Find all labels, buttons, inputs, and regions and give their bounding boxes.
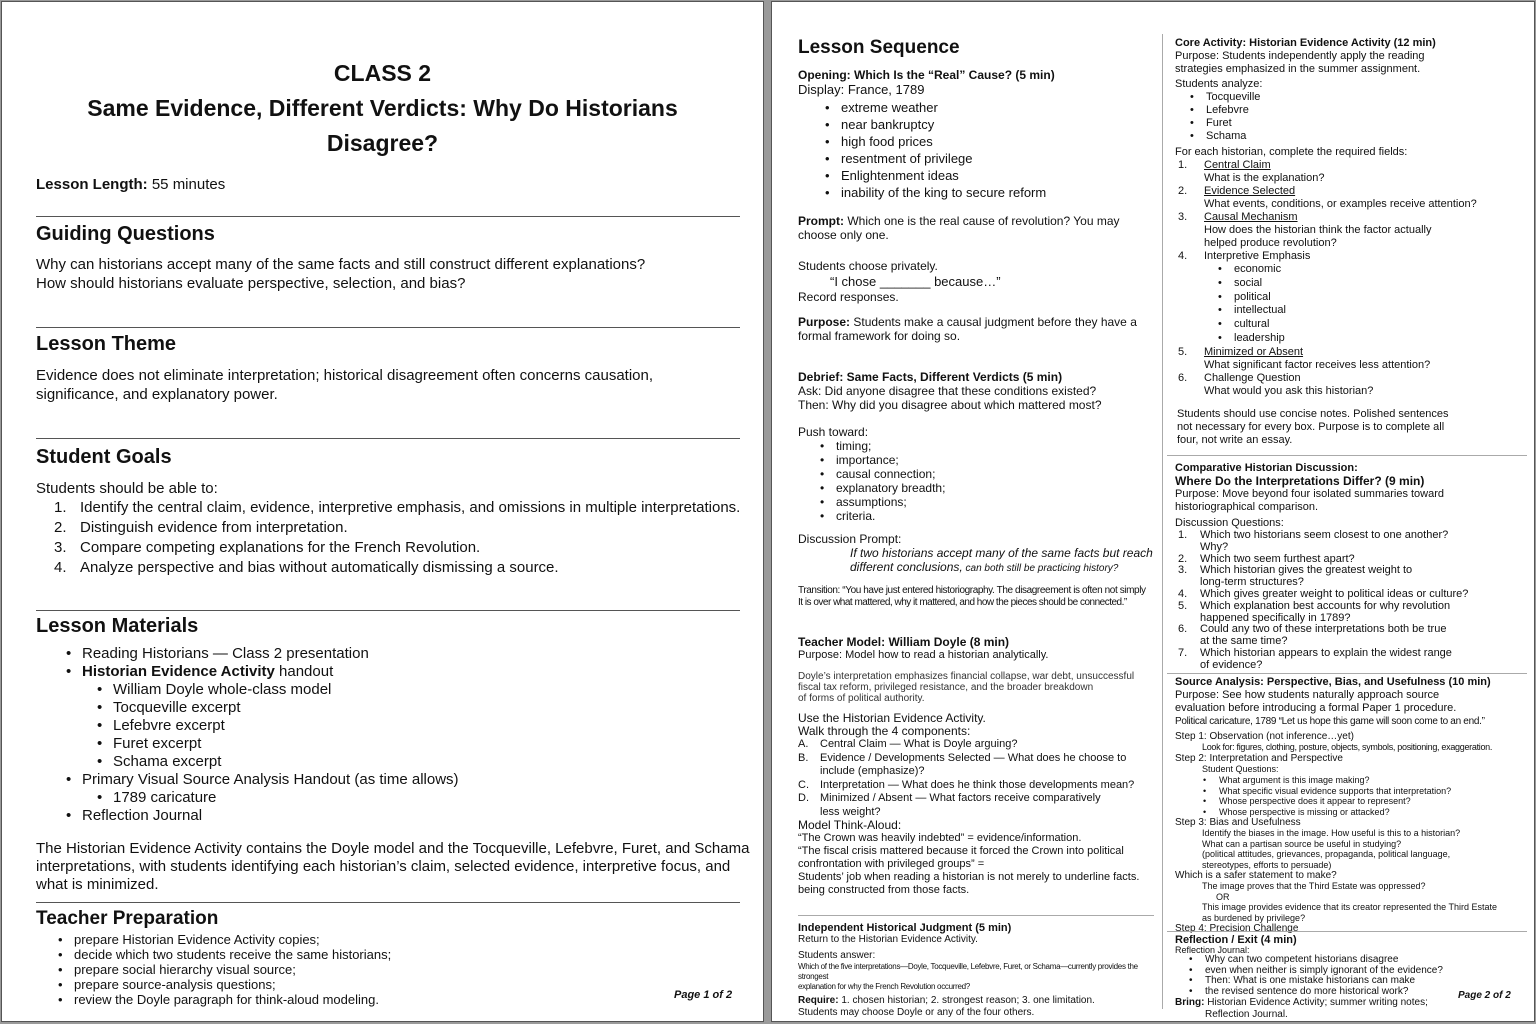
guiding-line: How should historians evaluate perspective, selection, and bias?: [36, 275, 466, 292]
opening-purpose: Purpose: Students make a causal judgment before they have a: [798, 315, 1137, 329]
divider: [36, 610, 740, 611]
field-desc: What significant factor receives less attention?: [1204, 358, 1431, 371]
page-2: [771, 1, 1535, 1022]
reflection-item: • Then: What is one mistake historians can make: [1205, 976, 1515, 987]
cause-item: • extreme weather: [841, 99, 1153, 116]
model-title: Teacher Model: William Doyle (8 min): [798, 635, 1010, 649]
think-line: Students’ job when reading a historian is not merely to underline facts.: [798, 871, 1140, 883]
opening-display: Display: France, 1789: [798, 82, 925, 97]
source-analysis-section: [1175, 676, 1531, 934]
prep-item: • prepare source-analysis questions;: [74, 977, 391, 992]
compare-purpose: Purpose: Move beyond four isolated summaries toward: [1175, 488, 1445, 500]
fields-list: [1175, 159, 1530, 263]
component-item-cont: include (emphasize)?: [820, 765, 925, 777]
lesson-sequence-heading: Lesson Sequence: [798, 37, 960, 58]
field-item: 2. Evidence Selected: [1178, 185, 1296, 197]
core-purpose: Purpose: Students independently apply the reading: [1175, 50, 1425, 62]
prep-item: • prepare Historian Evidence Activity copies;: [74, 932, 391, 947]
component-item: D. Minimized / Absent — What factors receive comparatively: [798, 792, 1101, 804]
opening-purpose-2: formal framework for doing so.: [798, 329, 961, 343]
push-item: • importance;: [836, 453, 1153, 467]
model-purpose: Purpose: Model how to read a historian analytically.: [798, 649, 1049, 661]
component-item: A. Central Claim — What is Doyle arguing?: [798, 738, 1018, 750]
transition-line: It is over what mattered, why it mattered, and how the pieces should be connected.”: [798, 597, 1127, 608]
prep-item: • review the Doyle paragraph for think-aloud modeling.: [74, 992, 391, 1007]
lesson-length-label: Lesson Length:: [36, 176, 148, 193]
material-subitem: • Schama excerpt: [113, 753, 459, 771]
emphasis-item: • social: [1234, 277, 1530, 291]
teacher-model-section: [798, 636, 1153, 897]
core-title: Core Activity: Historian Evidence Activity (12 min): [1175, 37, 1436, 49]
push-item: • criteria.: [836, 509, 1153, 523]
field-item: 3. Causal Mechanism: [1178, 211, 1298, 223]
bring-line: Bring: Historian Evidence Activity; summer writing notes;: [1175, 997, 1428, 1008]
theme-line: significance, and explanatory power.: [36, 386, 278, 403]
materials-list: [82, 645, 459, 825]
student-goals-list: [36, 479, 746, 578]
class-label: CLASS 2: [333, 60, 432, 86]
emphasis-item: • intellectual: [1234, 304, 1530, 318]
lesson-materials-heading: Lesson Materials: [36, 615, 199, 637]
field-item: 6. Challenge Question: [1178, 371, 1301, 384]
divider: [798, 915, 1154, 916]
compare-purpose-2: historiographical comparison.: [1175, 501, 1319, 513]
core-activity-section: [1175, 37, 1530, 447]
push-item: • causal connection;: [836, 467, 1153, 481]
field-item: 5. Minimized or Absent: [1178, 345, 1304, 358]
source-steps: Step 1: Observation (not inference…yet) Look for: figures, clothing, posture, objects, symbols, positioning, exaggeration. Step 2: Interpretation and Perspective Student Questions: • What argument is this image making? • What specific visual evidence supports that interpretation? • Whose perspective does it appear to represent? • Whose perspective is missing or attacked? Step 3: Bias and Usefulness Identify the biases in the image. How useful is this to a historian? What can a partisan source be useful in studying? (political attitudes, grievances, propaganda, political language, stereotypes, efforts to persuade) Which is a safer statement to make? The image proves that the Third Estate was oppressed? OR This image provides evidence that its creator represented the Third Estate as burdened by privilege? Step 4: Precision Challenge: [1175, 731, 1531, 934]
push-item: • timing;: [836, 439, 1153, 453]
opening-prompt-2: choose only one.: [798, 228, 889, 242]
page-1: [1, 1, 764, 1022]
material-item: • Historian Evidence Activity handout: [82, 663, 459, 681]
page-footer: Page 2 of 2: [1458, 990, 1511, 1001]
field-desc: How does the historian think the factor actually: [1204, 224, 1432, 236]
emphasis-item: • leadership: [1234, 332, 1530, 346]
historian-item: • Furet: [1206, 117, 1530, 130]
lesson-theme-text: [36, 366, 653, 404]
goal-item: 2. Distinguish evidence from interpretation.: [54, 519, 348, 536]
preparation-list: [74, 932, 391, 1007]
lesson-title-line2: Disagree?: [326, 130, 439, 156]
discussion-prompt-line: If two historians accept many of the same facts but reach: [850, 546, 1153, 560]
think-aloud-label: Model Think-Aloud:: [798, 818, 902, 832]
cause-item: • resentment of privilege: [841, 150, 1153, 167]
page-footer: Page 1 of 2: [674, 989, 733, 1001]
think-line: being constructed from those facts.: [798, 884, 970, 896]
opening-quote: “I chose _______ because…”: [830, 274, 1001, 289]
push-item: • explanatory breadth;: [836, 481, 1153, 495]
judgment-question: Which of the five interpretations—Doyle, Tocqueville, Lefebvre, Furet, or Schama—currently provides the strongest explanation for why the French Revolution occurred?: [798, 962, 1138, 991]
guiding-questions-heading: Guiding Questions: [36, 223, 215, 245]
core-analyze: Students analyze:: [1175, 78, 1263, 90]
compare-title-2: Where Do the Interpretations Differ? (9 min): [1175, 474, 1425, 488]
lesson-length: [36, 175, 225, 194]
historian-item: • Tocqueville: [1206, 91, 1530, 104]
caricature-line: Political caricature, 1789 “Let us hope this game will soon come to an end.”: [1175, 716, 1485, 727]
divider: [36, 216, 740, 217]
component-item-cont: less weight?: [820, 805, 881, 818]
cause-item: • near bankruptcy: [841, 116, 1153, 133]
components-list: [798, 738, 1153, 819]
debrief-ask: Ask: Did anyone disagree that these conditions existed?: [798, 384, 1097, 398]
judgment-return: Return to the Historian Evidence Activity.: [798, 934, 978, 945]
discussion-prompt-label: Discussion Prompt:: [798, 532, 902, 546]
judgment-title: Independent Historical Judgment (5 min): [798, 922, 1012, 934]
doyle-paragraph: Doyle’s interpretation emphasizes financial collapse, war debt, unsuccessful fiscal tax reform, privileged resistance, and the broader breakdown of forms of political authority.: [798, 671, 1135, 704]
cause-item: • high food prices: [841, 133, 1153, 150]
material-item: • Primary Visual Source Analysis Handout (as time allows): [82, 771, 459, 789]
goal-item: 3. Compare competing explanations for the French Revolution.: [54, 539, 481, 556]
divider: [36, 327, 740, 328]
judgment-require: Require: 1. chosen historian; 2. strongest reason; 3. one limitation.: [798, 995, 1095, 1006]
material-item: • Reflection Journal: [82, 807, 459, 825]
lesson-length-value: 55 minutes: [147, 176, 226, 193]
think-line: “The fiscal crisis mattered because it forced the Crown into political: [798, 845, 1124, 857]
debrief-push: Push toward:: [798, 425, 869, 439]
emphasis-item: • political: [1234, 291, 1530, 305]
model-use: Use the Historian Evidence Activity.: [798, 711, 986, 725]
field-desc: What is the explanation?: [1204, 172, 1325, 184]
field-item: 4. Interpretive Emphasis: [1178, 250, 1311, 262]
material-item: • Reading Historians — Class 2 presentation: [82, 645, 459, 663]
prep-item: • prepare social hierarchy visual source;: [74, 962, 391, 977]
think-line: confrontation with privileged groups” =: [798, 858, 985, 870]
comparative-section: [1175, 462, 1530, 672]
compare-title: Comparative Historian Discussion:: [1175, 462, 1358, 474]
think-line: “The Crown was heavily indebted” = evidence/information.: [798, 832, 1082, 844]
reflection-item: • even when neither is simply ignorant of the evidence?: [1205, 966, 1515, 977]
debrief-then: Then: Why did you disagree about which mattered most?: [798, 398, 1102, 412]
component-item: C. Interpretation — What does he think those developments mean?: [798, 778, 1135, 791]
judgment-may: Students may choose Doyle or any of the four others.: [798, 1007, 1035, 1018]
student-goals-heading: Student Goals: [36, 446, 172, 468]
opening-choose: Students choose privately.: [798, 259, 938, 273]
debrief-title: Debrief: Same Facts, Different Verdicts (5 min): [798, 370, 1063, 384]
judgment-answer: Students answer:: [798, 950, 876, 961]
opening-section: [798, 68, 1153, 343]
reflection-title: Reflection / Exit (4 min): [1175, 934, 1297, 946]
opening-record: Record responses.: [798, 290, 899, 304]
teacher-preparation-heading: Teacher Preparation: [36, 908, 219, 929]
lesson-title-line1: Same Evidence, Different Verdicts: Why Do Historians: [87, 95, 678, 121]
bring-line-2: Reflection Journal.: [1205, 1009, 1288, 1020]
source-title: Source Analysis: Perspective, Bias, and Usefulness (10 min): [1175, 676, 1491, 688]
guiding-line: Why can historians accept many of the same facts and still construct different explanations?: [36, 256, 646, 273]
debrief-section: [798, 370, 1153, 609]
source-purpose-2: evaluation before introducing a formal Paper 1 procedure.: [1175, 702, 1457, 714]
goal-item: 1. Identify the central claim, evidence, interpretive emphasis, and omissions in multiple interpretations.: [54, 499, 741, 516]
divider: [1167, 455, 1527, 456]
emphasis-item: • cultural: [1234, 318, 1530, 332]
divider: [1167, 673, 1527, 674]
cause-item: • Enlightenment ideas: [841, 167, 1153, 184]
goal-item: 4. Analyze perspective and bias without automatically dismissing a source.: [54, 559, 559, 576]
reflection-section: [1175, 934, 1515, 1021]
divider: [36, 438, 740, 439]
column-divider: [1162, 34, 1163, 1009]
lesson-theme-heading: Lesson Theme: [36, 333, 177, 355]
material-subitem: • Tocqueville excerpt: [113, 699, 459, 717]
fields-intro: For each historian, complete the required fields:: [1175, 146, 1408, 158]
historian-item: • Lefebvre: [1206, 104, 1530, 117]
field-desc: helped produce revolution?: [1204, 237, 1337, 249]
reflection-item: • the revised sentence do more historical work?: [1205, 987, 1515, 998]
reflection-journal-label: Reflection Journal:: [1175, 945, 1250, 955]
source-purpose: Purpose: See how students naturally approach source: [1175, 689, 1440, 701]
field-desc: What events, conditions, or examples receive attention?: [1204, 198, 1477, 210]
push-item: • assumptions;: [836, 495, 1153, 509]
guiding-questions-text: [36, 255, 645, 293]
opening-prompt: Prompt: Which one is the real cause of revolution? You may: [798, 214, 1120, 228]
field-item: 1. Central Claim: [1178, 159, 1271, 171]
material-subitem: • Lefebvre excerpt: [113, 717, 459, 735]
core-purpose-2: strategies emphasized in the summer assignment.: [1175, 63, 1421, 75]
emphasis-item: • economic: [1234, 263, 1530, 277]
goals-intro: Students should be able to:: [36, 480, 218, 497]
model-walk: Walk through the 4 components:: [798, 724, 971, 738]
theme-line: Evidence does not eliminate interpretation; historical disagreement often concerns causation,: [36, 367, 654, 384]
field-desc: What would you ask this historian?: [1204, 384, 1374, 397]
discussion-prompt-line: different conclusions, can both still be practicing history?: [850, 560, 1119, 574]
reflection-item: • Why can two competent historians disagree: [1205, 955, 1515, 966]
divider: [1167, 931, 1527, 932]
divider: [36, 902, 740, 903]
discussion-questions-list: 1. Which two historians seem closest to one another? Why? 2. Which two seem furthest apart? 3. Which historian gives the greatest weight to long-term structures? 4. Which gives greater weight to political ideas or culture? 5. Which explanation best accounts for why revolution happened specifically in 1789? 6. Could any two of these interpretations both be true at the same time? 7. Which historian appears to explain the widest range of evidence?: [1178, 529, 1469, 671]
transition-line: Transition: “You have just entered historiography. The disagreement is often not simply: [798, 585, 1146, 596]
material-subitem: • 1789 caricature: [113, 789, 459, 807]
core-notes: Students should use concise notes. Polished sentences not necessary for every box. Purpose is to complete all four, not write an essay.: [1177, 407, 1449, 446]
material-subitem: • Furet excerpt: [113, 735, 459, 753]
materials-paragraph: The Historian Evidence Activity contains the Doyle model and the Tocqueville, Lefebvre, Furet, and Schama interpretations, with students identifying each historian’s claim, selected evidence, interpretive focus, and what is minimized.: [36, 840, 750, 893]
opening-title: Opening: Which Is the “Real” Cause? (5 min): [798, 68, 1055, 82]
cause-item: • inability of the king to secure reform: [841, 184, 1153, 201]
judgment-section: [798, 922, 1158, 1019]
historian-item: • Schama: [1206, 130, 1530, 143]
discussion-questions-label: Discussion Questions:: [1175, 517, 1284, 529]
prep-item: • decide which two students receive the same historians;: [74, 947, 391, 962]
component-item: B. Evidence / Developments Selected — What does he choose to: [798, 751, 1127, 764]
material-subitem: • William Doyle whole-class model: [113, 681, 459, 699]
